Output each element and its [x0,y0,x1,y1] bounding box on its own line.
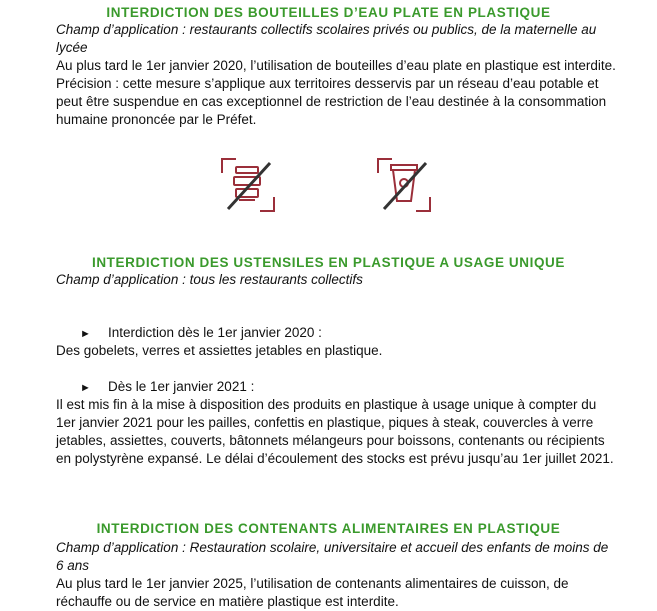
section-2-scope: Champ d’application : tous les restaurants collectifs [56,272,363,287]
bullet-2-text: Il est mis fin à la mise à disposition des produits en plastique à usage unique à compter du 1er janvier 2021 pour les pailles, confettis en plastique, piques à steak, couvercles à verre jetables, assiettes, couverts, bâtonnets mélangeurs pour boissons, contenants ou récipients en polystyrène expansé. Le délai d’écoulement des stocks est prévu jusqu’au 1er juillet 2021. [56,397,614,466]
bullet-2-label: Dès le 1er janvier 2021 : [108,379,255,394]
no-plastic-cup-icon [374,155,434,215]
section-2-heading: INTERDICTION DES USTENSILES EN PLASTIQUE A USAGE UNIQUE [91,255,566,270]
section-1-body: Au plus tard le 1er janvier 2020, l’utilisation de bouteilles d’eau plate en plastique est interdite. Précision : cette mesure s’applique aux territoires desservis par un réseau d’eau potable et peut être suspendue en cas exceptionnel de restriction de l’eau destinée à la consommation humaine prononcée par le Préfet. [56,58,616,127]
bullet-1 [80,324,322,343]
bullet-marker-icon: ► [80,382,91,394]
section-3-heading: INTERDICTION DES CONTENANTS ALIMENTAIRES EN PLASTIQUE [96,521,561,536]
bullet-marker-icon: ► [80,328,91,340]
bullet-1-text: Des gobelets, verres et assiettes jetables en plastique. [56,343,383,358]
bullet-1-label: Interdiction dès le 1er janvier 2020 : [108,325,322,340]
section-3-body: Au plus tard le 1er janvier 2025, l’utilisation de contenants alimentaires de cuisson, de réchauffe ou de service en matière plastique est interdite. [56,576,569,609]
section-3-scope: Champ d’application : Restauration scolaire, universitaire et accueil des enfants de moins de 6 ans [56,540,609,573]
section-1-scope: Champ d’application : restaurants collectifs scolaires privés ou publics, de la maternelle au lycée [56,22,597,55]
section-1-heading: INTERDICTION DES BOUTEILLES D’EAU PLATE EN PLASTIQUE [106,5,551,20]
bullet-2 [80,378,254,397]
no-plastic-containers-icon [218,155,278,215]
